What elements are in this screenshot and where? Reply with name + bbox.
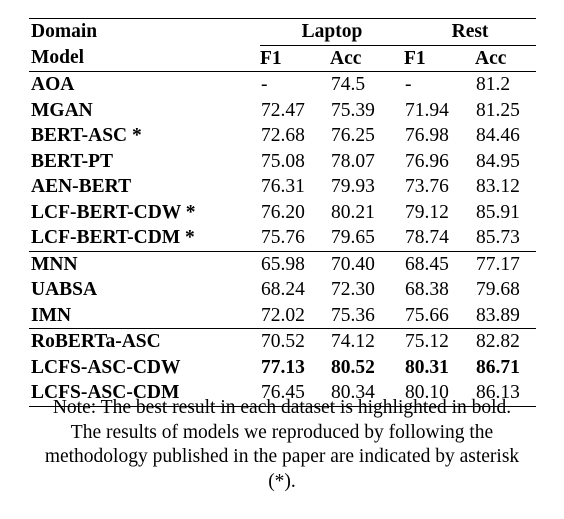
model-name: BERT-PT xyxy=(31,150,114,172)
note-line: The results of models we reproduced by following the xyxy=(70,421,494,443)
table-row xyxy=(29,277,536,303)
table-note xyxy=(0,396,564,494)
rest-acc-cell: 77.17 xyxy=(475,251,536,277)
rest-f1-cell: 75.66 xyxy=(405,304,449,326)
table-row xyxy=(29,72,536,98)
model-name: AEN-BERT xyxy=(31,176,132,197)
metric-header-rest-f1: F1 xyxy=(404,47,426,69)
rest-acc-cell: 83.89 xyxy=(476,304,520,326)
laptop-acc-cell: 80.34 xyxy=(330,380,404,406)
model-name: RoBERTa-ASC xyxy=(29,329,260,355)
laptop-f1-cell: 75.08 xyxy=(261,150,305,172)
laptop-acc-cell: 75.39 xyxy=(331,99,375,121)
header-row-domain xyxy=(29,19,536,46)
rest-f1-cell: 76.98 xyxy=(405,125,449,146)
model-name: IMN xyxy=(31,304,72,326)
model-header: Model xyxy=(31,47,85,69)
rest-f1-cell: 76.96 xyxy=(405,150,449,172)
model-name: LCFS-ASC-CDM xyxy=(29,380,260,406)
laptop-acc-cell-best: 80.52 xyxy=(331,356,375,378)
rest-f1-cell: 75.12 xyxy=(404,329,475,355)
rest-acc-cell: 84.46 xyxy=(476,125,520,146)
rest-acc-cell: 86.13 xyxy=(475,380,536,406)
note-line: (*). xyxy=(268,470,296,492)
metric-header-rest-acc: Acc xyxy=(475,47,507,69)
rest-acc-cell: 81.2 xyxy=(475,72,536,98)
laptop-acc-cell: 75.36 xyxy=(331,304,375,326)
group-header-rest: Rest xyxy=(404,19,536,46)
laptop-f1-cell: - xyxy=(260,72,330,98)
rest-f1-cell: 68.38 xyxy=(405,279,449,300)
laptop-f1-cell: 72.47 xyxy=(261,99,305,121)
laptop-f1-cell: 72.68 xyxy=(261,125,305,146)
model-name: MNN xyxy=(29,251,260,277)
metric-header-laptop-acc: Acc xyxy=(330,47,362,69)
rest-acc-cell: 85.73 xyxy=(476,227,520,248)
laptop-acc-cell: 80.21 xyxy=(331,201,375,223)
rest-f1-cell: 71.94 xyxy=(405,99,449,121)
laptop-acc-cell: 74.12 xyxy=(330,329,404,355)
table-row xyxy=(29,329,536,355)
model-name: LCF-BERT-CDM * xyxy=(31,227,195,248)
laptop-acc-cell: 78.07 xyxy=(331,150,375,172)
domain-header: Domain xyxy=(29,19,260,46)
note-line: methodology published in the paper are indicated by asterisk xyxy=(44,446,520,467)
results-table xyxy=(29,18,536,407)
laptop-acc-cell: 70.40 xyxy=(330,251,404,277)
laptop-f1-cell: 68.24 xyxy=(261,279,305,300)
results-table-container xyxy=(29,18,536,407)
rest-acc-cell: 81.25 xyxy=(476,99,520,121)
group-header-laptop: Laptop xyxy=(260,19,404,46)
model-name: MGAN xyxy=(31,99,93,121)
laptop-acc-cell: 79.93 xyxy=(331,176,375,197)
model-name: LCF-BERT-CDW * xyxy=(31,201,196,223)
model-name: UABSA xyxy=(31,279,98,300)
table-row xyxy=(29,174,536,200)
rest-acc-cell: 79.68 xyxy=(476,279,520,300)
rest-acc-cell: 85.91 xyxy=(476,201,520,223)
table-row xyxy=(29,303,536,329)
rest-acc-cell: 84.95 xyxy=(476,150,520,172)
rest-f1-cell: 78.74 xyxy=(405,227,449,248)
rest-f1-cell: 79.12 xyxy=(405,201,449,223)
rest-f1-cell: 80.10 xyxy=(404,380,475,406)
laptop-f1-cell: 75.76 xyxy=(261,227,305,248)
laptop-f1-cell: 76.31 xyxy=(261,176,305,197)
laptop-f1-cell: 70.52 xyxy=(260,329,330,355)
table-row xyxy=(29,225,536,251)
metric-header-laptop-f1: F1 xyxy=(260,47,282,69)
table-row xyxy=(29,149,536,175)
laptop-f1-cell: 76.45 xyxy=(260,380,330,406)
note-line: Note: The best result in each dataset is highlighted in bold. xyxy=(52,397,512,418)
table-row xyxy=(29,251,536,277)
rest-f1-cell: 68.45 xyxy=(404,251,475,277)
laptop-f1-cell-best: 77.13 xyxy=(261,356,305,378)
laptop-acc-cell: 72.30 xyxy=(331,279,375,300)
header-row-model xyxy=(29,45,536,72)
laptop-acc-cell: 79.65 xyxy=(331,227,375,248)
table-row xyxy=(29,200,536,226)
rest-f1-cell: - xyxy=(404,72,475,98)
laptop-f1-cell: 76.20 xyxy=(261,201,305,223)
table-row xyxy=(29,98,536,124)
model-name: BERT-ASC * xyxy=(31,125,142,146)
table-row xyxy=(29,123,536,149)
laptop-f1-cell: 65.98 xyxy=(260,251,330,277)
table-row-best xyxy=(29,355,536,381)
rest-f1-cell: 73.76 xyxy=(405,176,449,197)
laptop-acc-cell: 76.25 xyxy=(331,125,375,146)
rest-acc-cell: 83.12 xyxy=(476,176,520,197)
rest-acc-cell: 82.82 xyxy=(475,329,536,355)
laptop-f1-cell: 72.02 xyxy=(261,304,305,326)
model-name: LCFS-ASC-CDW xyxy=(31,356,181,378)
model-name: AOA xyxy=(29,72,260,98)
rest-acc-cell-best: 86.71 xyxy=(476,356,520,378)
rest-f1-cell-best: 80.31 xyxy=(405,356,449,378)
laptop-acc-cell: 74.5 xyxy=(330,72,404,98)
